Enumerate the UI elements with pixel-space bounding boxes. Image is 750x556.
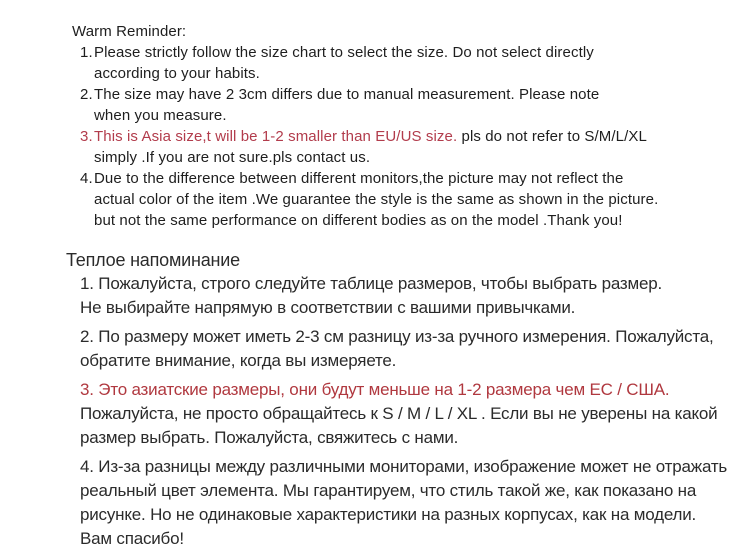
russian-item-4-line-2: реальный цвет элемента. Мы гарантируем, что стиль такой же, как показано на	[80, 481, 697, 500]
english-item-3-line-2: simply .If you are not sure.pls contact us.	[94, 149, 371, 166]
russian-item-1-line-1: 1. Пожалуйста, строго следуйте таблице размеров, чтобы выбрать размер.	[80, 274, 663, 293]
english-item-1-line-2: according to your habits.	[94, 65, 260, 82]
russian-item-4	[80, 455, 746, 551]
english-item-2-line-2: when you measure.	[94, 107, 227, 124]
english-item-3	[80, 126, 732, 168]
russian-section	[66, 248, 746, 551]
russian-heading: Теплое напоминание	[66, 250, 240, 270]
english-heading: Warm Reminder:	[72, 23, 187, 40]
russian-item-4-line-4: Вам спасибо!	[80, 529, 184, 548]
english-item-4	[80, 168, 732, 231]
russian-asia-size-warning-red-text: 3. Это азиатские размеры, они будут меньше на 1-2 размера чем ЕС / США.	[80, 380, 670, 399]
russian-item-3	[80, 378, 746, 450]
russian-item-1	[80, 272, 746, 320]
asia-size-warning-red-text: This is Asia size,t will be 1-2 smaller than EU/US size.	[94, 128, 458, 145]
russian-item-2	[80, 325, 746, 373]
list-number: 2.	[80, 86, 93, 103]
english-item-4-line-1: Due to the difference between different monitors,the picture may not reflect the	[94, 170, 624, 187]
russian-item-4-line-3: рисунке. Но не одинаковые характеристики на разных корпусах, как на модели.	[80, 505, 697, 524]
russian-item-1-line-2: Не выбирайте напрямую в соответствии с вашими привычками.	[80, 298, 576, 317]
list-number: 3.	[80, 128, 93, 145]
russian-item-3-line-2: Пожалуйста, не просто обращайтесь к S / M / L / XL . Если вы не уверены на какой	[80, 404, 718, 423]
russian-item-2-line-2: обратите внимание, когда вы измеряете.	[80, 351, 397, 370]
russian-item-2-line-1: 2. По размеру может иметь 2-3 см разницу из-за ручного измерения. Пожалуйста,	[80, 327, 714, 346]
english-item-3-line-1	[94, 126, 732, 147]
english-item-1	[80, 42, 732, 84]
english-item-4-line-3: but not the same performance on different bodies as on the model .Thank you!	[94, 212, 623, 229]
list-number: 4.	[80, 170, 93, 187]
english-item-4-line-2: actual color of the item .We guarantee the style is the same as shown in the picture.	[94, 191, 659, 208]
english-item-2	[80, 84, 732, 126]
list-number: 1.	[80, 44, 93, 61]
english-item-2-line-1: The size may have 2 3cm differs due to manual measurement. Please note	[94, 86, 600, 103]
english-item-1-line-1: Please strictly follow the size chart to select the size. Do not select directly	[94, 44, 594, 61]
russian-item-3-line-3: размер выбрать. Пожалуйста, свяжитесь с нами.	[80, 428, 459, 447]
russian-item-4-line-1: 4. Из-за разницы между различными мониторами, изображение может не отражать	[80, 457, 728, 476]
english-section	[72, 21, 732, 231]
asia-size-warning-black-text: pls do not refer to S/M/L/XL	[457, 128, 647, 145]
